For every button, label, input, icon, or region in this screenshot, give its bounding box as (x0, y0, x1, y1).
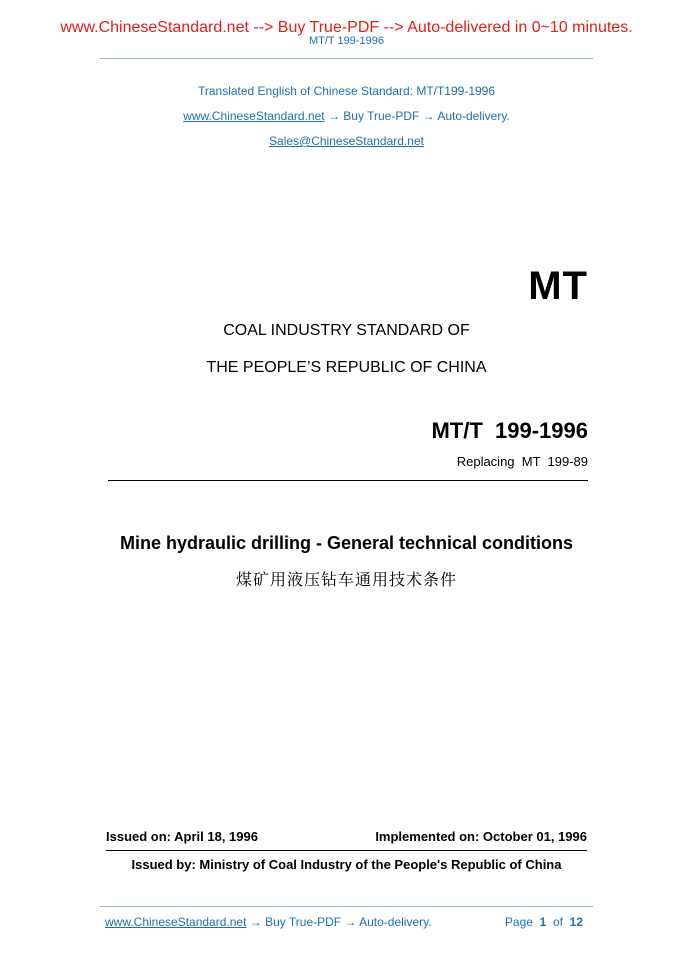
footer-links (105, 915, 432, 929)
sales-email-row (0, 134, 693, 148)
translation-notice: Translated English of Chinese Standard: MT/T199-1996 (197, 84, 496, 98)
implemented-on-date: Implemented on: October 01, 1996 (375, 829, 587, 844)
document-title-english: Mine hydraulic drilling - General technical conditions (119, 533, 574, 553)
standard-type-line2: THE PEOPLE’S REPUBLIC OF CHINA (206, 359, 487, 376)
document-title-chinese: 煤矿用液压钻车通用技术条件 (235, 570, 457, 589)
standard-type-line1: COAL INDUSTRY STANDARD OF (223, 322, 470, 339)
standard-mark: MT (528, 264, 588, 308)
translation-links (0, 109, 693, 123)
footer-site-link[interactable]: www.ChineseStandard.net (105, 915, 247, 929)
header-document-code: MT/T 199-1996 (308, 35, 384, 47)
site-link[interactable]: www.ChineseStandard.net (183, 109, 325, 123)
standard-number: MT/T 199-1996 (431, 418, 588, 443)
page-total: 12 (569, 915, 583, 929)
sales-email-link[interactable]: Sales@ChineseStandard.net (269, 134, 424, 148)
buy-text: → Buy True-PDF → Auto-delivery. (324, 109, 510, 123)
page-current: 1 (539, 915, 547, 929)
issuing-authority: Issued by: Ministry of Coal Industry of the People's Republic of China (131, 857, 562, 872)
promo-banner[interactable]: www.ChineseStandard.net --> Buy True-PDF --> Auto-delivered in 0~10 minutes. (60, 19, 633, 36)
page-of: of (552, 915, 563, 929)
footer-buy-text: → Buy True-PDF → Auto-delivery. (246, 915, 432, 929)
replacing-note: Replacing MT 199-89 (456, 454, 588, 469)
issuer-divider (106, 850, 587, 851)
title-divider (108, 480, 588, 481)
page-indicator (505, 915, 583, 929)
header-divider (100, 58, 593, 59)
footer-divider (100, 906, 593, 907)
page-label: Page (504, 915, 533, 929)
issued-on-date: Issued on: April 18, 1996 (106, 829, 258, 844)
